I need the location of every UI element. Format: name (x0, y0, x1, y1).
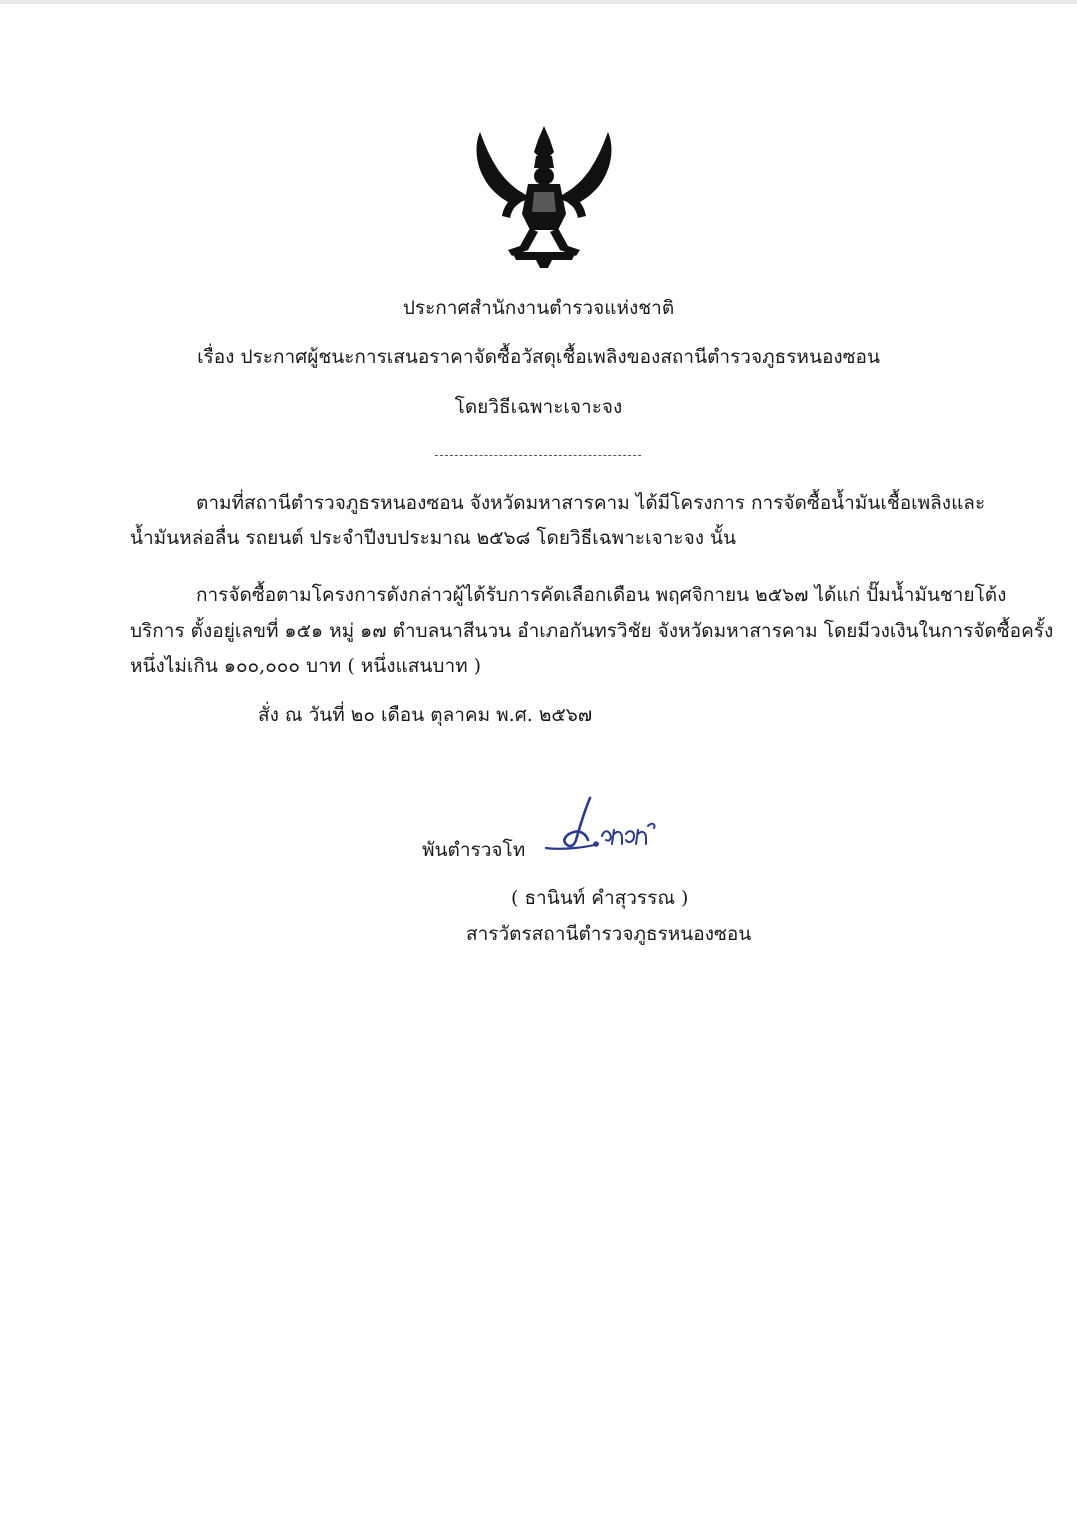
handwritten-signature (540, 790, 680, 860)
paragraph-2-line-3: หนึ่งไม่เกิน ๑๐๐,๐๐๐ บาท ( หนึ่งแสนบาท ) (130, 655, 482, 677)
paragraph-1-line-1: ตามที่สถานีตำรวจภูธรหนองซอน จังหวัดมหาสารคาม ได้มีโครงการ การจัดซื้อน้ำมันเชื้อเพลิงและ (196, 492, 986, 514)
signer-rank: พันตำรวจโท (422, 839, 526, 861)
subject-line-1: เรื่อง ประกาศผู้ชนะการเสนอราคาจัดซื้อวัสดุเชื้อเพลิงของสถานีตำรวจภูธรหนองซอน (197, 346, 880, 368)
paragraph-1-line-2: น้ำมันหล่อลื่น รถยนต์ ประจำปีงบประมาณ ๒๕๖๘ โดยวิธีเฉพาะเจาะจง นั้น (130, 527, 736, 549)
signer-position: สารวัตรสถานีตำรวจภูธรหนองซอน (466, 923, 752, 945)
signer-name: ( ธานินท์ คำสุวรรณ ) (511, 887, 689, 909)
header-divider (435, 455, 641, 456)
subject-line-2: โดยวิธีเฉพาะเจาะจง (454, 396, 623, 418)
garuda-emblem-icon (472, 122, 616, 268)
paragraph-2-line-1: การจัดซื้อตามโครงการดังกล่าวผู้ได้รับการคัดเลือกเดือน พฤศจิกายน ๒๕๖๗ ได้แก่ ปั๊มน้ำมันชายโต้ง (196, 584, 1007, 606)
issue-date-line: สั่ง ณ วันที่ ๒๐ เดือน ตุลาคม พ.ศ. ๒๕๖๗ (258, 704, 593, 726)
issuer-title: ประกาศสำนักงานตำรวจแห่งชาติ (402, 297, 675, 319)
page-top-edge (0, 0, 1077, 4)
paragraph-2-line-2: บริการ ตั้งอยู่เลขที่ ๑๕๑ หมู่ ๑๗ ตำบลนาสีนวน อำเภอกันทรวิชัย จังหวัดมหาสารคาม โดยมีวงเงินในการจัดซื้อครั้ง (130, 620, 1054, 642)
